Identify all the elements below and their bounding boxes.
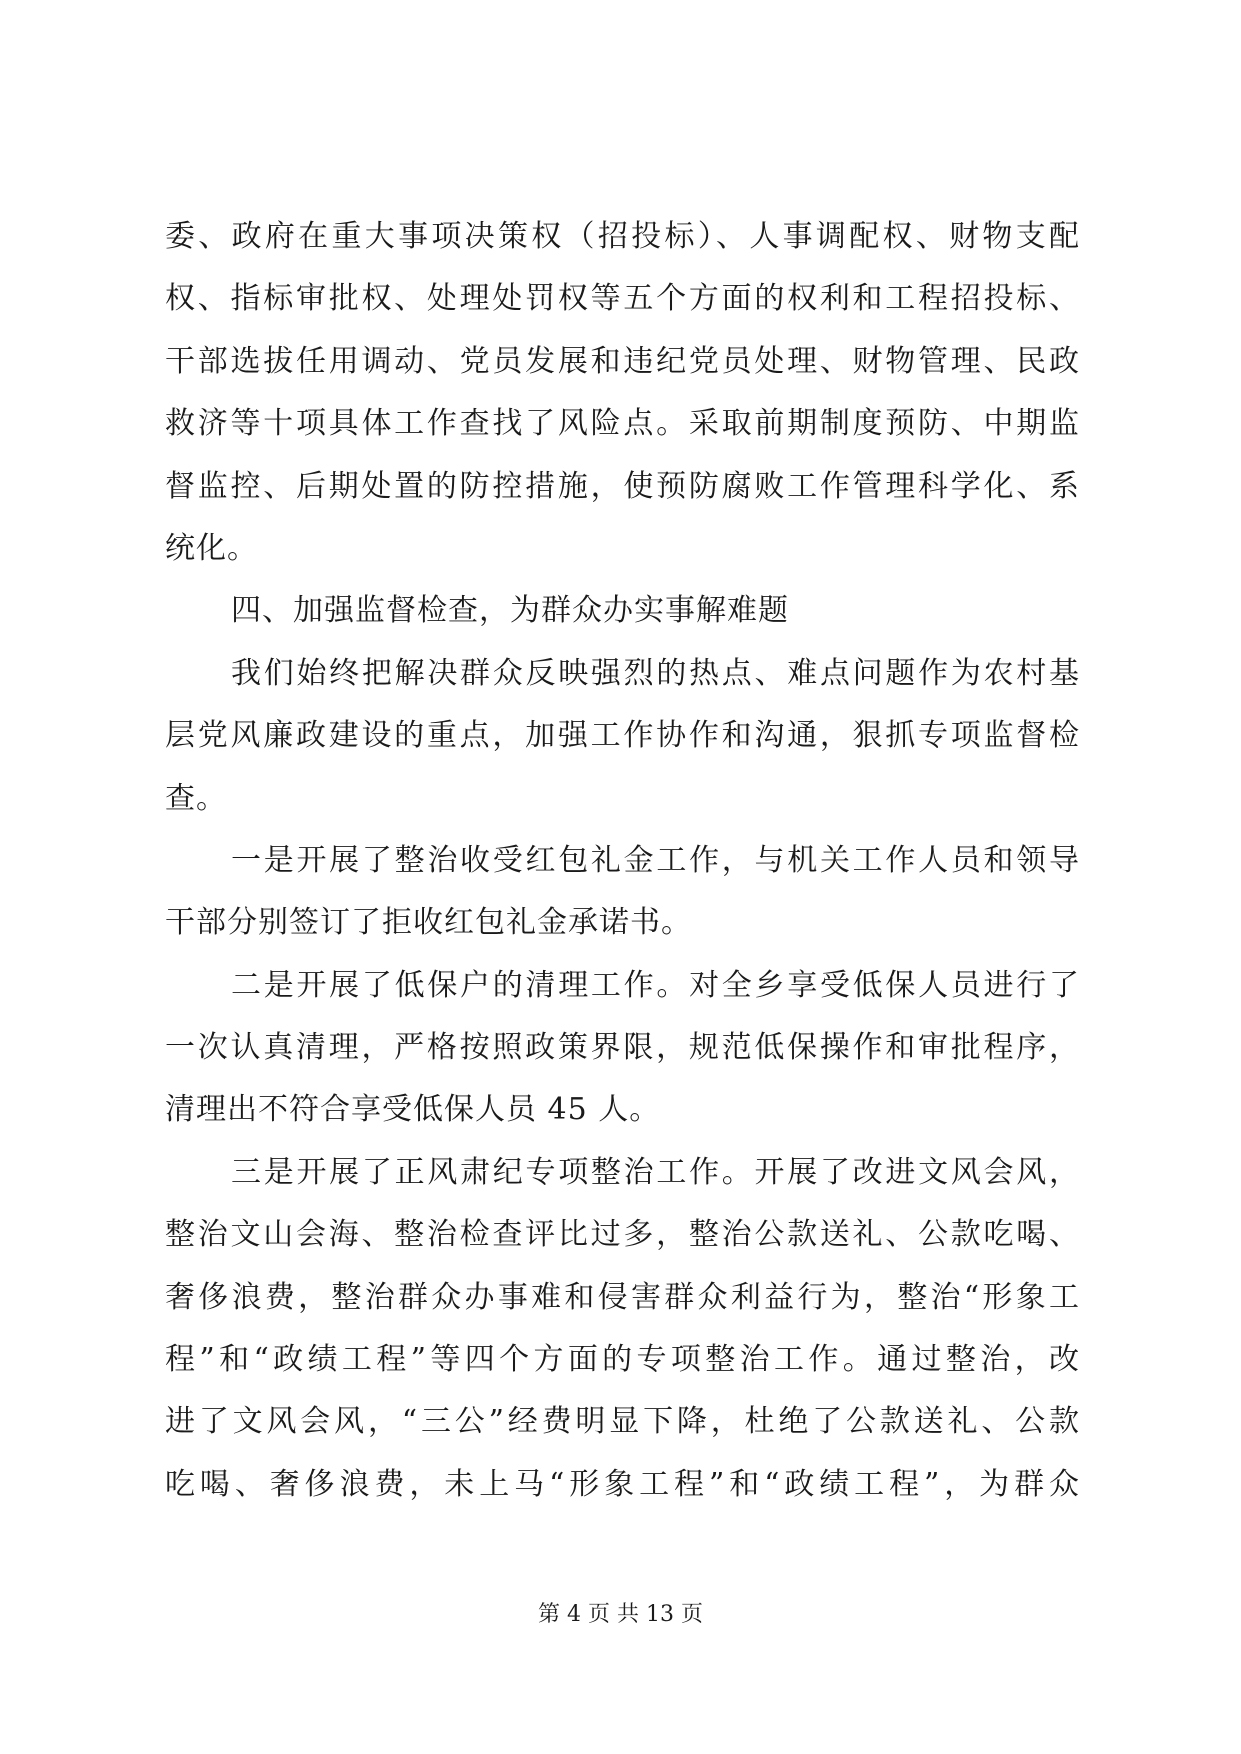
text-line: 一次认真清理，严格按照政策界限，规范低保操作和审批程序，	[165, 1030, 1080, 1066]
text-line: 整治文山会海、整治检查评比过多，整治公款送礼、公款吃喝、	[165, 1217, 1080, 1253]
text-line: 权、指标审批权、处理处罚权等五个方面的权利和工程招投标、	[165, 281, 1080, 317]
text-line: 救济等十项具体工作查找了风险点。采取前期制度预防、中期监	[165, 406, 1080, 442]
text-line: 委、政府在重大事项决策权（招投标）、人事调配权、财物支配	[165, 219, 1080, 254]
text-line: 二是开展了低保户的清理工作。对全乡享受低保人员进行了	[231, 967, 1080, 1003]
text-line: 我们始终把解决群众反映强烈的热点、难点问题作为农村基	[231, 655, 1080, 691]
page-number-label: 第 4 页 共 13 页	[538, 1602, 703, 1627]
text-line: 程”和“政绩工程”等四个方面的专项整治工作。通过整治，改	[165, 1342, 1080, 1378]
text-line: 奢侈浪费，整治群众办事难和侵害群众利益行为，整治“形象工	[165, 1279, 1080, 1315]
document-body	[165, 206, 1080, 1516]
text-line: 查。	[165, 780, 227, 816]
text-line: 吃喝、奢侈浪费，未上马“形象工程”和“政绩工程”，为群众	[165, 1466, 1080, 1502]
text-line: 三是开展了正风肃纪专项整治工作。开展了改进文风会风，	[231, 1154, 1080, 1190]
text-line: 进了文风会风，“三公”经费明显下降，杜绝了公款送礼、公款	[165, 1404, 1080, 1440]
text-line: 督监控、后期处置的防控措施，使预防腐败工作管理科学化、系	[165, 468, 1080, 504]
text-line: 一是开展了整治收受红包礼金工作，与机关工作人员和领导	[231, 842, 1080, 878]
text-line: 干部选拔任用调动、党员发展和违纪党员处理、财物管理、民政	[165, 343, 1080, 379]
text-line: 统化。	[165, 530, 258, 566]
page-footer	[0, 1600, 1241, 1630]
section-heading: 四、加强监督检查，为群众办实事解难题	[231, 593, 789, 629]
text-line: 层党风廉政建设的重点，加强工作协作和沟通，狠抓专项监督检	[165, 718, 1080, 754]
text-line: 干部分别签订了拒收红包礼金承诺书。	[165, 905, 692, 941]
text-line: 清理出不符合享受低保人员 45 人。	[165, 1092, 661, 1128]
